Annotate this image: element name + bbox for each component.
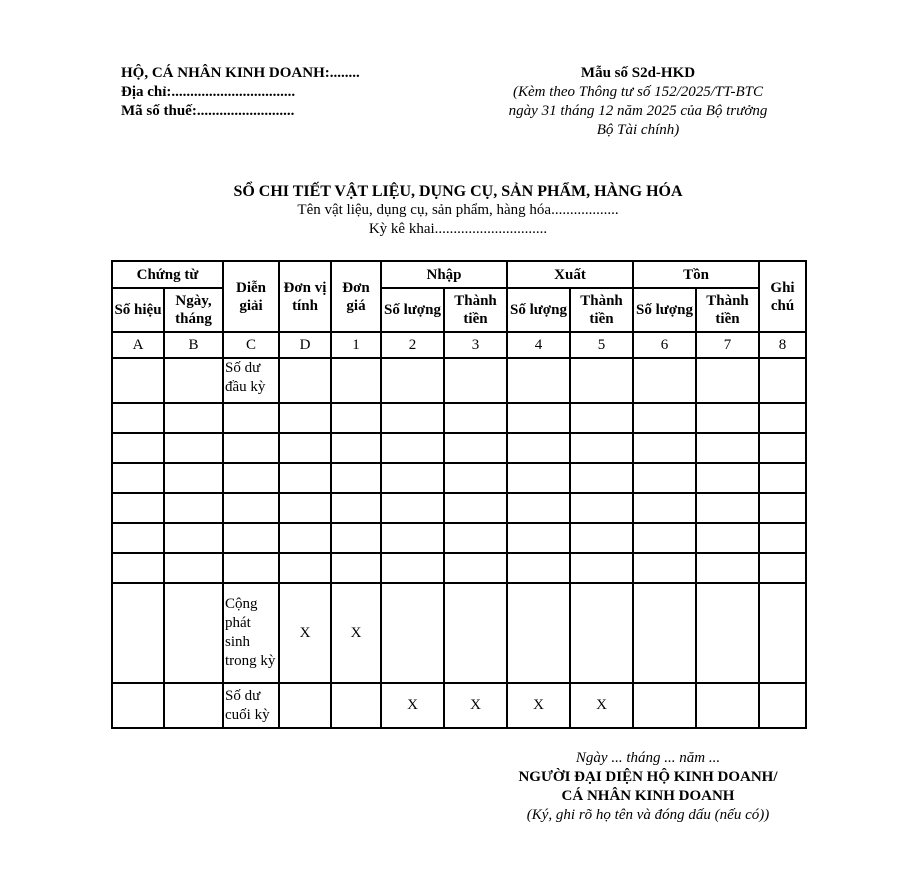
form-reference — [480, 64, 796, 140]
column-code: 3 — [444, 332, 507, 358]
col-header-in-qty: Số lượng — [381, 288, 444, 332]
closing-balance-row — [112, 683, 806, 728]
column-code: 5 — [570, 332, 633, 358]
col-header-doc-no: Số hiệu — [112, 288, 164, 332]
signer-title-line-1: NGƯỜI ĐẠI DIỆN HỘ KINH DOANH/ — [518, 769, 778, 785]
out-amount-x-mark: X — [570, 683, 633, 728]
column-code: 7 — [696, 332, 759, 358]
sign-instruction: (Ký, ghi rõ họ tên và đóng dấu (nếu có)) — [526, 807, 770, 823]
column-code: 1 — [331, 332, 381, 358]
col-header-stock-amount: Thành tiền — [696, 288, 759, 332]
col-header-out-qty: Số lượng — [507, 288, 570, 332]
opening-balance-label: Số dư đầu kỳ — [223, 358, 279, 403]
table-row — [112, 553, 806, 583]
opening-balance-row — [112, 358, 806, 403]
group-header-stock: Tồn — [633, 261, 759, 288]
in-qty-x-mark: X — [381, 683, 444, 728]
col-header-in-amount: Thành tiền — [444, 288, 507, 332]
form-note-line-1: (Kèm theo Thông tư số 152/2025/TT-BTC — [512, 84, 763, 100]
title-block — [100, 182, 816, 239]
col-header-price: Đơn giá — [331, 261, 381, 332]
period-total-label: Cộng phát sinh trong kỳ — [223, 583, 279, 683]
period-line: Kỳ kê khai.............................. — [368, 221, 548, 237]
unit-x-mark: X — [279, 583, 331, 683]
group-header-out: Xuất — [507, 261, 633, 288]
price-x-mark: X — [331, 583, 381, 683]
column-code: B — [164, 332, 223, 358]
form-note-line-3: Bộ Tài chính) — [596, 122, 680, 138]
column-code: 8 — [759, 332, 806, 358]
column-code: C — [223, 332, 279, 358]
column-code-row — [112, 332, 806, 358]
business-name-line: HỘ, CÁ NHÂN KINH DOANH:........ — [121, 65, 360, 81]
in-amount-x-mark: X — [444, 683, 507, 728]
column-code: 2 — [381, 332, 444, 358]
ledger-table — [111, 260, 807, 729]
column-code: 4 — [507, 332, 570, 358]
signer-title-line-2: CÁ NHÂN KINH DOANH — [561, 788, 735, 804]
form-note-line-2: ngày 31 tháng 12 năm 2025 của Bộ trưởng — [508, 103, 768, 119]
header-row-2 — [112, 288, 806, 332]
table-row — [112, 493, 806, 523]
period-total-row — [112, 583, 806, 683]
column-code: 6 — [633, 332, 696, 358]
address-line: Địa chỉ:................................. — [121, 84, 296, 100]
form-code: Mẫu số S2d-HKD — [580, 65, 696, 81]
col-header-unit: Đơn vị tính — [279, 261, 331, 332]
business-info — [121, 64, 360, 121]
table-row — [112, 463, 806, 493]
out-qty-x-mark: X — [507, 683, 570, 728]
closing-balance-label: Số dư cuối kỳ — [223, 683, 279, 728]
col-header-note: Ghi chú — [759, 261, 806, 332]
page-title: SỔ CHI TIẾT VẬT LIỆU, DỤNG CỤ, SẢN PHẨM, HÀNG HÓA — [233, 183, 683, 200]
table-row — [112, 523, 806, 553]
group-header-in: Nhập — [381, 261, 507, 288]
col-header-desc: Diễn giải — [223, 261, 279, 332]
col-header-out-amount: Thành tiền — [570, 288, 633, 332]
table-row — [112, 433, 806, 463]
col-header-date: Ngày, tháng — [164, 288, 223, 332]
column-code: D — [279, 332, 331, 358]
header-row-1 — [112, 261, 806, 288]
col-header-stock-qty: Số lượng — [633, 288, 696, 332]
group-header-voucher: Chứng từ — [112, 261, 223, 288]
tax-code-line: Mã số thuế:.......................... — [121, 103, 295, 119]
sign-date-line: Ngày ... tháng ... năm ... — [575, 750, 721, 766]
table-row — [112, 403, 806, 433]
item-name-line: Tên vật liệu, dụng cụ, sản phẩm, hàng hóa.................. — [297, 202, 619, 218]
column-code: A — [112, 332, 164, 358]
signature-block — [495, 749, 801, 825]
